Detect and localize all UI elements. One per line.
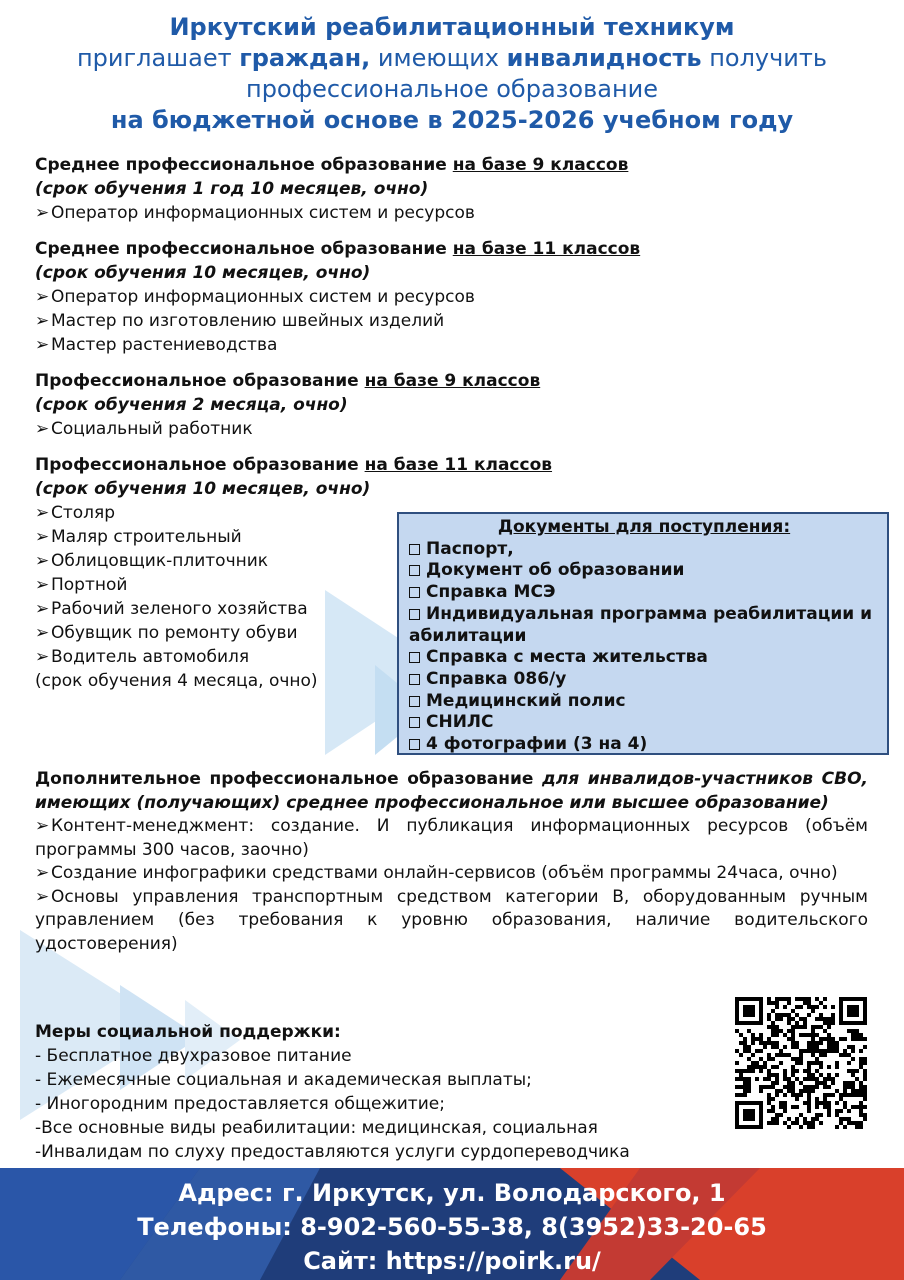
contacts-footer — [0, 1168, 904, 1280]
arrow-bullet-icon: ➢ — [35, 816, 50, 836]
admission-documents-box — [397, 512, 889, 755]
section-duration: (срок обучения 1 год 10 месяцев, очно) — [35, 179, 429, 199]
social-support-section — [35, 1020, 735, 1164]
arrow-bullet-icon: ➢ — [35, 599, 50, 619]
document-item: Справка с места жительства — [409, 647, 879, 669]
footer-site-link[interactable]: Сайт: https://poirk.ru/ — [303, 1247, 601, 1275]
social-support-title: Меры социальной поддержки: — [35, 1022, 341, 1042]
list-item: ➢ Оператор информационных систем и ресурсов — [35, 287, 475, 307]
document-item: Документ об образовании — [409, 560, 879, 582]
footer-contacts-text — [0, 1176, 904, 1278]
document-item: Паспорт, — [409, 539, 879, 561]
arrow-bullet-icon: ➢ — [35, 647, 50, 667]
list-item: ➢ Социальный работник — [35, 419, 253, 439]
additional-education-section — [35, 768, 868, 956]
section-duration: (срок обучения 10 месяцев, очно) — [35, 263, 371, 283]
arrow-bullet-icon: ➢ — [35, 623, 50, 643]
checkbox-icon — [409, 739, 420, 750]
arrow-bullet-icon: ➢ — [35, 886, 50, 907]
arrow-bullet-icon: ➢ — [35, 335, 50, 355]
header-budget-line: на бюджетной основе в 2025-2026 учебном году — [110, 106, 794, 134]
section-duration: (срок обучения 2 месяца, очно) — [35, 395, 348, 415]
arrow-bullet-icon: ➢ — [35, 503, 50, 523]
section-duration: (срок обучения 10 месяцев, очно) — [35, 479, 371, 499]
footer-address: Адрес: г. Иркутск, ул. Володарского, 1 — [178, 1179, 726, 1207]
header-title: Иркутский реабилитационный техникум — [169, 13, 735, 41]
section-title: Профессиональное образование на базе 11 классов — [35, 455, 553, 475]
footer-phones: Телефоны: 8-902-560-55-38, 8(3952)33-20-65 — [137, 1213, 767, 1241]
section-title: Профессиональное образование на базе 9 классов — [35, 371, 541, 391]
list-item: ➢ Создание инфографики средствами онлайн-сервисов (объём программы 24часа, очно) — [35, 862, 868, 886]
checkbox-icon — [409, 609, 420, 620]
additional-education-title: Дополнительное профессиональное образование для инвалидов-участников СВО, имеющих (получающих) среднее профессиональное или высшее образование) — [35, 769, 869, 813]
list-item: ➢ Облицовщик-плиточник — [35, 551, 269, 571]
list-item: ➢ Рабочий зеленого хозяйства — [35, 599, 308, 619]
arrow-bullet-icon: ➢ — [35, 575, 50, 595]
list-item: ➢ Водитель автомобиля — [35, 647, 250, 667]
arrow-bullet-icon: ➢ — [35, 527, 50, 547]
checkbox-icon — [409, 587, 420, 598]
program-section — [35, 153, 870, 225]
driver-duration-note: (срок обучения 4 месяца, очно) — [35, 671, 318, 691]
list-item: ➢ Обувщик по ремонту обуви — [35, 623, 298, 643]
program-section — [35, 369, 870, 441]
list-item: ➢ Контент-менеджмент: создание. И публикация информационных ресурсов (объём программы 300 часов, заочно) — [35, 816, 868, 860]
list-item: ➢ Маляр строительный — [35, 527, 242, 547]
list-item: ➢ Портной — [35, 575, 128, 595]
list-item: - Иногородним предоставляется общежитие; — [35, 1094, 445, 1114]
arrow-bullet-icon: ➢ — [35, 287, 50, 307]
document-item: Справка МСЭ — [409, 582, 879, 604]
arrow-bullet-icon: ➢ — [35, 203, 50, 223]
list-item: -Все основные виды реабилитации: медицинская, социальная — [35, 1118, 598, 1138]
checkbox-icon — [409, 674, 420, 685]
section-title: Среднее профессиональное образование на базе 9 классов — [35, 155, 629, 175]
document-item: СНИЛС — [409, 712, 879, 734]
list-item: - Бесплатное двухразовое питание — [35, 1046, 352, 1066]
section-title: Среднее профессиональное образование на базе 11 классов — [35, 239, 641, 259]
checkbox-icon — [409, 652, 420, 663]
checkbox-icon — [409, 544, 420, 555]
documents-title: Документы для поступления: — [497, 517, 791, 537]
document-item: Медицинский полис — [409, 691, 879, 713]
checkbox-icon — [409, 717, 420, 728]
document-item: Индивидуальная программа реабилитации и абилитации — [409, 603, 873, 646]
qr-code-icon[interactable] — [735, 997, 867, 1129]
checkbox-icon — [409, 696, 420, 707]
arrow-bullet-icon: ➢ — [35, 551, 50, 571]
header-invite-line: приглашает граждан, имеющих инвалидность получить — [76, 44, 828, 72]
list-item: -Инвалидам по слуху предоставляются услуги сурдопереводчика — [35, 1142, 630, 1162]
list-item: - Ежемесячные социальная и академическая выплаты; — [35, 1070, 532, 1090]
header-education-line: профессиональное образование — [246, 75, 658, 103]
list-item: ➢ Мастер по изготовлению швейных изделий — [35, 311, 445, 331]
arrow-bullet-icon: ➢ — [35, 419, 50, 439]
list-item: ➢ Оператор информационных систем и ресурсов — [35, 203, 475, 223]
page-header — [0, 12, 904, 136]
list-item: ➢ Мастер растениеводства — [35, 335, 278, 355]
list-item: ➢ Основы управления транспортным средством категории В, оборудованным ручным управлением (без требования к уровню образования, наличие водительского удостоверения) — [35, 886, 868, 954]
document-item: Справка 086/у — [409, 669, 879, 691]
program-section — [35, 237, 870, 357]
document-item: 4 фотографии (3 на 4) — [409, 734, 879, 756]
arrow-bullet-icon: ➢ — [35, 863, 50, 883]
arrow-bullet-icon: ➢ — [35, 311, 50, 331]
checkbox-icon — [409, 565, 420, 576]
list-item: ➢ Столяр — [35, 503, 116, 523]
